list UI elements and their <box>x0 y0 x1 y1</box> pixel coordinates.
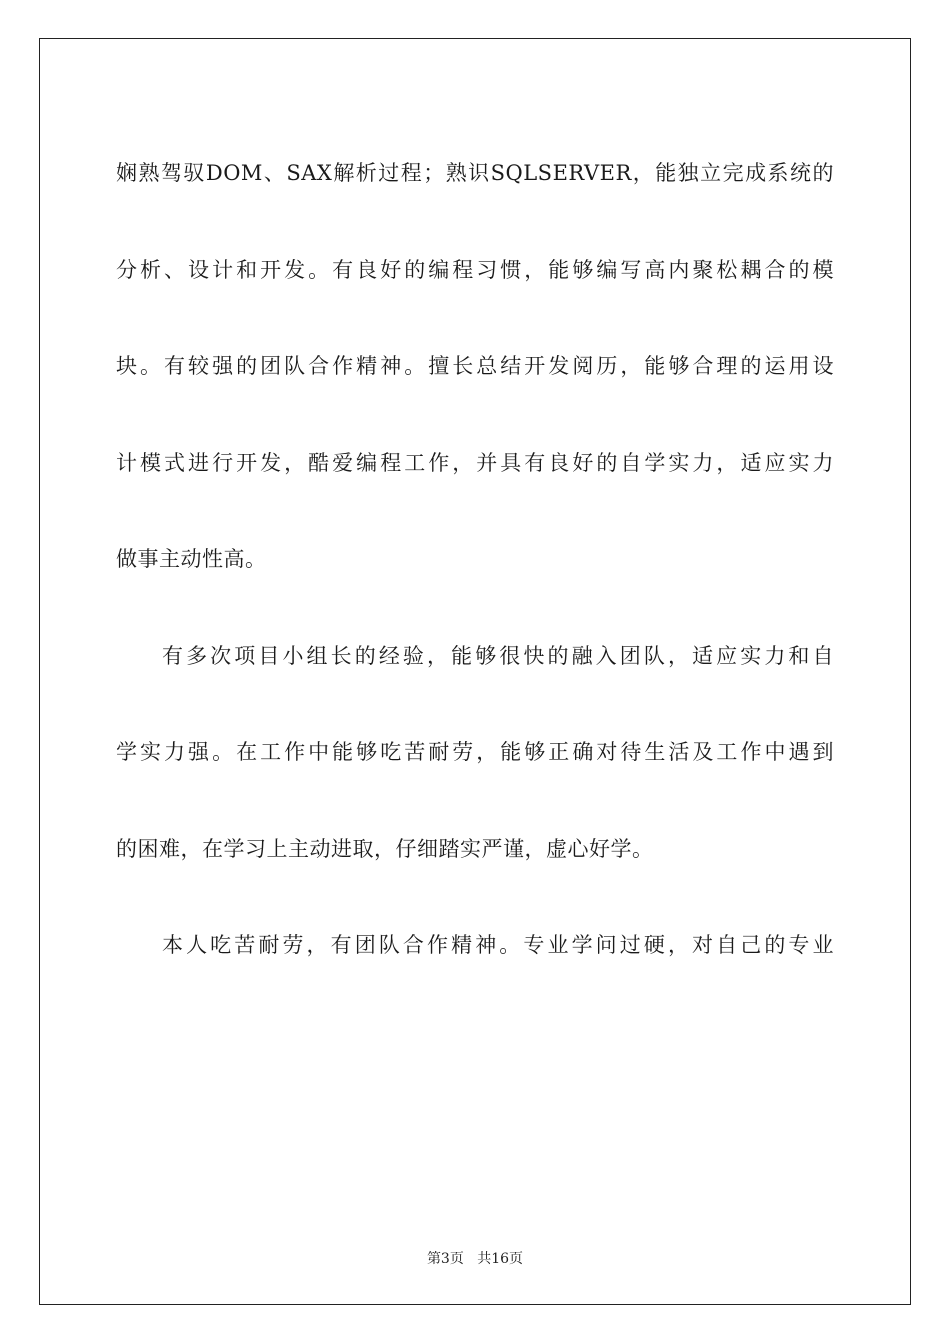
text-line: 娴熟驾驭DOM、SAX解析过程；熟识SQLSERVER，能独立完成系统的 <box>116 161 834 185</box>
text-line: 计模式进行开发，酷爱编程工作，并具有良好的自学实力，适应实力 <box>116 450 834 475</box>
text-line: 有多次项目小组长的经验，能够很快的融入团队，适应实力和自 <box>162 643 834 668</box>
text-line: 的困难，在学习上主动进取，仔细踏实严谨，虚心好学。 <box>116 836 654 861</box>
text-line: 本人吃苦耐劳，有团队合作精神。专业学问过硬，对自己的专业 <box>162 933 834 957</box>
text-line: 分析、设计和开发。有良好的编程习惯，能够编写高内聚松耦合的模 <box>116 257 834 282</box>
page-number: 第3页 <box>426 1251 464 1267</box>
text-line: 块。有较强的团队合作精神。擅长总结开发阅历，能够合理的运用设 <box>116 354 834 378</box>
page-footer <box>0 1248 950 1268</box>
page-total: 共16页 <box>477 1251 524 1267</box>
text-line: 做事主动性高。 <box>116 547 267 571</box>
text-line: 学实力强。在工作中能够吃苦耐劳，能够正确对待生活及工作中遇到 <box>116 740 834 764</box>
document-body <box>116 125 834 994</box>
